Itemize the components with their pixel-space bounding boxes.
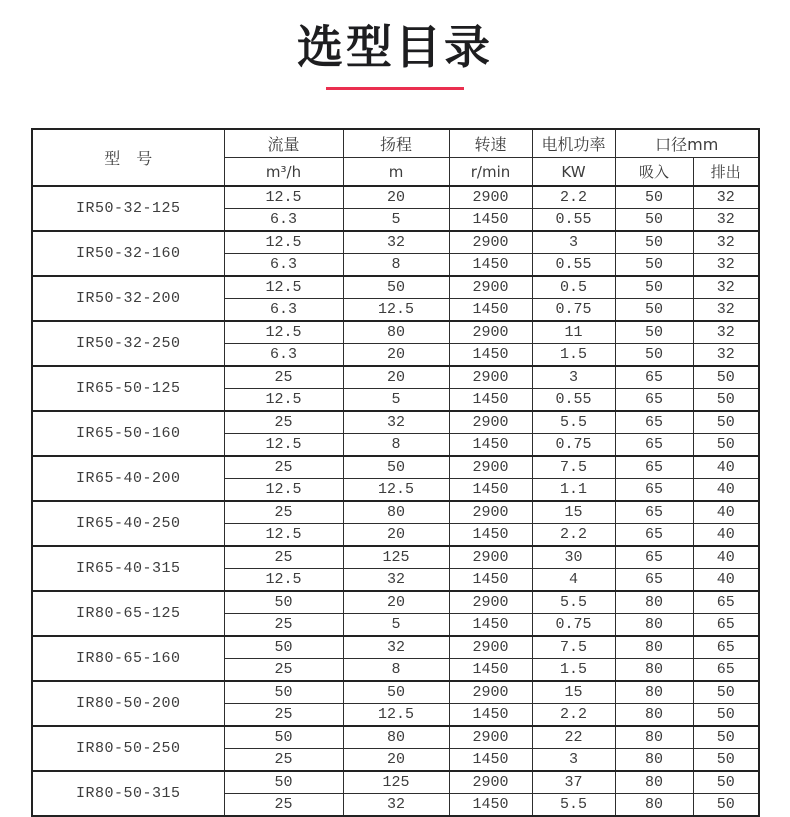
value-cell: 32 — [693, 276, 759, 299]
value-cell: 50 — [615, 231, 693, 254]
table-row — [32, 636, 759, 659]
value-cell: 15 — [532, 681, 615, 704]
value-cell: 65 — [615, 546, 693, 569]
title-underline-decoration — [326, 87, 464, 90]
value-cell: 65 — [615, 501, 693, 524]
value-cell: 1450 — [449, 524, 532, 547]
value-cell: 20 — [343, 749, 449, 772]
value-cell: 2900 — [449, 546, 532, 569]
value-cell: 5 — [343, 209, 449, 232]
value-cell: 50 — [224, 636, 343, 659]
model-cell: IR80-50-200 — [32, 681, 224, 726]
value-cell: 40 — [693, 546, 759, 569]
model-cell: IR50-32-160 — [32, 231, 224, 276]
value-cell: 12.5 — [224, 389, 343, 412]
model-cell: IR50-32-125 — [32, 186, 224, 231]
value-cell: 32 — [693, 209, 759, 232]
table-row — [32, 366, 759, 389]
table-row — [32, 681, 759, 704]
value-cell: 125 — [343, 771, 449, 794]
value-cell: 80 — [615, 726, 693, 749]
value-cell: 50 — [693, 726, 759, 749]
value-cell: 50 — [693, 704, 759, 727]
value-cell: 50 — [693, 389, 759, 412]
value-cell: 50 — [224, 726, 343, 749]
value-cell: 1450 — [449, 704, 532, 727]
value-cell: 2900 — [449, 726, 532, 749]
value-cell: 50 — [693, 794, 759, 817]
value-cell: 32 — [693, 299, 759, 322]
value-cell: 2900 — [449, 456, 532, 479]
value-cell: 80 — [343, 501, 449, 524]
selection-table-container — [31, 128, 790, 817]
value-cell: 80 — [615, 591, 693, 614]
value-cell: 1450 — [449, 299, 532, 322]
value-cell: 1450 — [449, 389, 532, 412]
value-cell: 1.5 — [532, 659, 615, 682]
value-cell: 65 — [615, 569, 693, 592]
value-cell: 7.5 — [532, 636, 615, 659]
value-cell: 8 — [343, 254, 449, 277]
value-cell: 25 — [224, 794, 343, 817]
value-cell: 32 — [693, 344, 759, 367]
value-cell: 25 — [224, 456, 343, 479]
value-cell: 65 — [615, 389, 693, 412]
table-row — [32, 231, 759, 254]
model-cell: IR50-32-250 — [32, 321, 224, 366]
value-cell: 11 — [532, 321, 615, 344]
model-cell: IR80-50-315 — [32, 771, 224, 816]
value-cell: 65 — [693, 659, 759, 682]
value-cell: 20 — [343, 366, 449, 389]
value-cell: 50 — [343, 681, 449, 704]
value-cell: 2900 — [449, 591, 532, 614]
value-cell: 12.5 — [224, 479, 343, 502]
value-cell: 0.75 — [532, 614, 615, 637]
value-cell: 80 — [615, 681, 693, 704]
col-header-model: 型 号 — [32, 129, 224, 186]
value-cell: 20 — [343, 186, 449, 209]
value-cell: 25 — [224, 659, 343, 682]
table-row — [32, 186, 759, 209]
value-cell: 2900 — [449, 366, 532, 389]
value-cell: 32 — [343, 231, 449, 254]
value-cell: 15 — [532, 501, 615, 524]
value-cell: 0.5 — [532, 276, 615, 299]
value-cell: 0.55 — [532, 254, 615, 277]
value-cell: 50 — [615, 186, 693, 209]
value-cell: 50 — [693, 434, 759, 457]
value-cell: 32 — [343, 569, 449, 592]
model-cell: IR65-40-250 — [32, 501, 224, 546]
value-cell: 32 — [693, 254, 759, 277]
value-cell: 80 — [615, 636, 693, 659]
col-unit-head: m — [343, 158, 449, 187]
value-cell: 1.5 — [532, 344, 615, 367]
col-header-diameter: 口径mm — [615, 129, 759, 158]
value-cell: 4 — [532, 569, 615, 592]
value-cell: 50 — [615, 276, 693, 299]
value-cell: 32 — [343, 794, 449, 817]
table-row — [32, 591, 759, 614]
col-header-speed: 转速 — [449, 129, 532, 158]
value-cell: 25 — [224, 749, 343, 772]
value-cell: 2900 — [449, 231, 532, 254]
value-cell: 80 — [615, 749, 693, 772]
value-cell: 20 — [343, 591, 449, 614]
value-cell: 12.5 — [224, 434, 343, 457]
value-cell: 65 — [615, 524, 693, 547]
value-cell: 1450 — [449, 209, 532, 232]
table-body — [32, 186, 759, 816]
col-unit-flow: m³/h — [224, 158, 343, 187]
value-cell: 50 — [693, 749, 759, 772]
value-cell: 80 — [615, 614, 693, 637]
value-cell: 32 — [693, 186, 759, 209]
value-cell: 8 — [343, 659, 449, 682]
col-unit-speed: r/min — [449, 158, 532, 187]
col-unit-power: KW — [532, 158, 615, 187]
value-cell: 2.2 — [532, 524, 615, 547]
table-row — [32, 726, 759, 749]
value-cell: 5.5 — [532, 794, 615, 817]
value-cell: 1450 — [449, 614, 532, 637]
value-cell: 0.75 — [532, 434, 615, 457]
value-cell: 80 — [615, 704, 693, 727]
value-cell: 12.5 — [224, 321, 343, 344]
value-cell: 12.5 — [343, 704, 449, 727]
col-header-discharge: 排出 — [693, 158, 759, 187]
value-cell: 8 — [343, 434, 449, 457]
value-cell: 40 — [693, 456, 759, 479]
value-cell: 50 — [343, 456, 449, 479]
col-header-flow: 流量 — [224, 129, 343, 158]
value-cell: 25 — [224, 614, 343, 637]
value-cell: 12.5 — [343, 479, 449, 502]
value-cell: 80 — [343, 726, 449, 749]
model-cell: IR65-50-125 — [32, 366, 224, 411]
header-row-top — [32, 129, 759, 158]
model-cell: IR65-40-200 — [32, 456, 224, 501]
value-cell: 0.55 — [532, 209, 615, 232]
value-cell: 1.1 — [532, 479, 615, 502]
value-cell: 50 — [615, 321, 693, 344]
value-cell: 40 — [693, 569, 759, 592]
value-cell: 50 — [224, 771, 343, 794]
value-cell: 25 — [224, 546, 343, 569]
selection-table — [31, 128, 760, 817]
value-cell: 1450 — [449, 254, 532, 277]
value-cell: 6.3 — [224, 299, 343, 322]
value-cell: 65 — [615, 434, 693, 457]
value-cell: 1450 — [449, 479, 532, 502]
table-row — [32, 411, 759, 434]
value-cell: 25 — [224, 411, 343, 434]
model-cell: IR50-32-200 — [32, 276, 224, 321]
value-cell: 6.3 — [224, 209, 343, 232]
value-cell: 12.5 — [224, 276, 343, 299]
value-cell: 50 — [693, 771, 759, 794]
value-cell: 1450 — [449, 344, 532, 367]
value-cell: 2900 — [449, 501, 532, 524]
value-cell: 50 — [615, 209, 693, 232]
value-cell: 12.5 — [224, 231, 343, 254]
value-cell: 65 — [615, 456, 693, 479]
value-cell: 0.55 — [532, 389, 615, 412]
value-cell: 2900 — [449, 636, 532, 659]
model-cell: IR65-50-160 — [32, 411, 224, 456]
value-cell: 5 — [343, 389, 449, 412]
col-header-suction: 吸入 — [615, 158, 693, 187]
value-cell: 32 — [693, 321, 759, 344]
value-cell: 3 — [532, 231, 615, 254]
value-cell: 65 — [693, 614, 759, 637]
value-cell: 2.2 — [532, 704, 615, 727]
value-cell: 2900 — [449, 321, 532, 344]
value-cell: 80 — [615, 794, 693, 817]
value-cell: 1450 — [449, 659, 532, 682]
value-cell: 6.3 — [224, 344, 343, 367]
value-cell: 2900 — [449, 771, 532, 794]
value-cell: 65 — [615, 479, 693, 502]
model-cell: IR80-65-125 — [32, 591, 224, 636]
value-cell: 50 — [615, 254, 693, 277]
value-cell: 1450 — [449, 794, 532, 817]
value-cell: 3 — [532, 749, 615, 772]
value-cell: 1450 — [449, 749, 532, 772]
value-cell: 32 — [343, 411, 449, 434]
col-header-power: 电机功率 — [532, 129, 615, 158]
value-cell: 50 — [693, 411, 759, 434]
value-cell: 2900 — [449, 186, 532, 209]
table-row — [32, 501, 759, 524]
value-cell: 65 — [693, 591, 759, 614]
value-cell: 5.5 — [532, 411, 615, 434]
value-cell: 40 — [693, 479, 759, 502]
table-row — [32, 456, 759, 479]
value-cell: 7.5 — [532, 456, 615, 479]
value-cell: 12.5 — [224, 186, 343, 209]
model-cell: IR80-65-160 — [32, 636, 224, 681]
value-cell: 12.5 — [224, 569, 343, 592]
value-cell: 5 — [343, 614, 449, 637]
value-cell: 1450 — [449, 569, 532, 592]
value-cell: 25 — [224, 366, 343, 389]
value-cell: 80 — [343, 321, 449, 344]
model-cell: IR80-50-250 — [32, 726, 224, 771]
value-cell: 2900 — [449, 276, 532, 299]
value-cell: 32 — [343, 636, 449, 659]
value-cell: 22 — [532, 726, 615, 749]
value-cell: 3 — [532, 366, 615, 389]
value-cell: 0.75 — [532, 299, 615, 322]
value-cell: 65 — [615, 411, 693, 434]
value-cell: 80 — [615, 659, 693, 682]
value-cell: 50 — [224, 591, 343, 614]
value-cell: 30 — [532, 546, 615, 569]
value-cell: 50 — [693, 366, 759, 389]
col-header-head: 扬程 — [343, 129, 449, 158]
value-cell: 2.2 — [532, 186, 615, 209]
value-cell: 32 — [693, 231, 759, 254]
value-cell: 80 — [615, 771, 693, 794]
value-cell: 25 — [224, 704, 343, 727]
value-cell: 50 — [615, 299, 693, 322]
value-cell: 6.3 — [224, 254, 343, 277]
table-row — [32, 276, 759, 299]
value-cell: 65 — [693, 636, 759, 659]
value-cell: 40 — [693, 501, 759, 524]
table-row — [32, 321, 759, 344]
page-title: 选型目录 — [297, 20, 493, 74]
value-cell: 20 — [343, 524, 449, 547]
table-row — [32, 771, 759, 794]
value-cell: 25 — [224, 501, 343, 524]
table-row — [32, 546, 759, 569]
value-cell: 50 — [224, 681, 343, 704]
value-cell: 50 — [615, 344, 693, 367]
value-cell: 37 — [532, 771, 615, 794]
value-cell: 2900 — [449, 681, 532, 704]
value-cell: 1450 — [449, 434, 532, 457]
value-cell: 50 — [343, 276, 449, 299]
value-cell: 40 — [693, 524, 759, 547]
value-cell: 12.5 — [224, 524, 343, 547]
value-cell: 65 — [615, 366, 693, 389]
model-cell: IR65-40-315 — [32, 546, 224, 591]
value-cell: 125 — [343, 546, 449, 569]
value-cell: 50 — [693, 681, 759, 704]
value-cell: 5.5 — [532, 591, 615, 614]
value-cell: 12.5 — [343, 299, 449, 322]
value-cell: 2900 — [449, 411, 532, 434]
value-cell: 20 — [343, 344, 449, 367]
